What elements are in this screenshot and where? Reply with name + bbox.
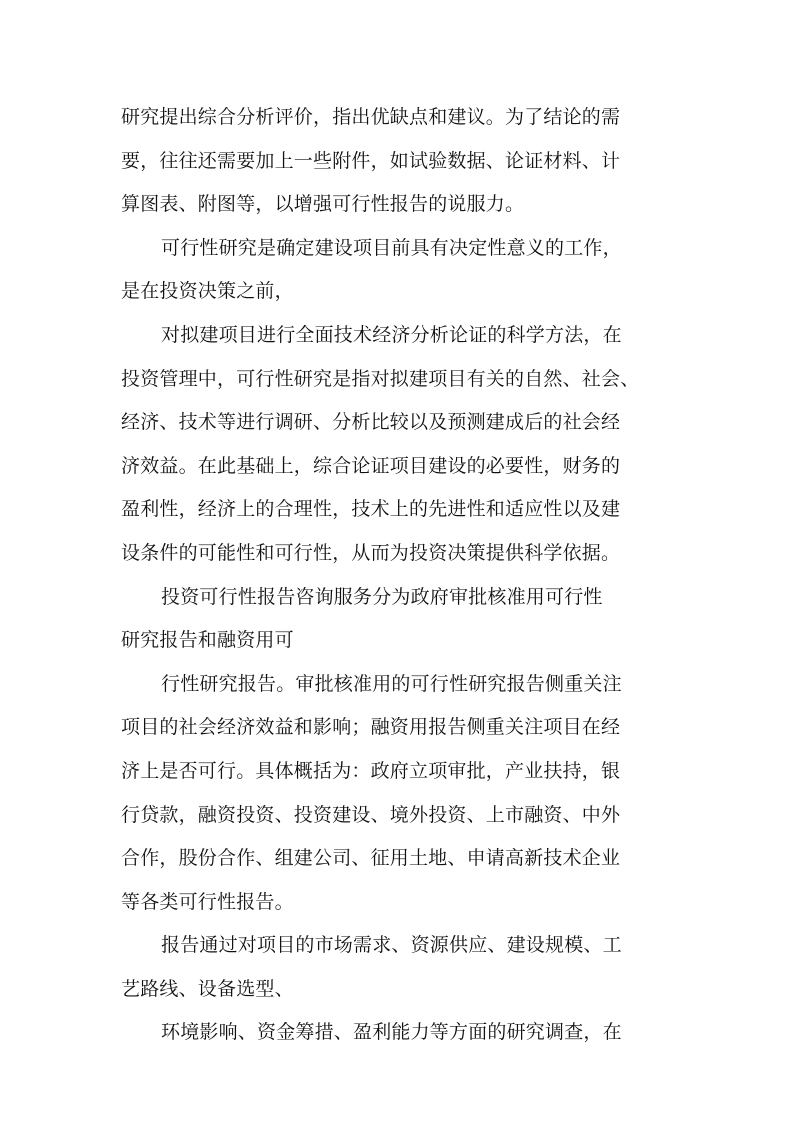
text-line: 济效益。在此基础上，综合论证项目建设的必要性，财务的 xyxy=(121,454,621,477)
text-line: 济上是否可行。具体概括为：政府立项审批，产业扶持，银 xyxy=(121,759,621,782)
paragraph-first-line: 对拟建项目进行全面技术经济分析论证的科学方法，在 xyxy=(161,323,622,346)
text-line: 行贷款，融资投资、投资建设、境外投资、上市融资、中外 xyxy=(121,803,621,826)
text-line: 项目的社会经济效益和影响；融资用报告侧重关注项目在经 xyxy=(121,716,621,739)
text-line: 经济、技术等进行调研、分析比较以及预测建成后的社会经 xyxy=(121,411,621,434)
text-line: 盈利性，经济上的合理性，技术上的先进性和适应性以及建 xyxy=(121,498,621,521)
paragraph-first-line: 环境影响、资金筹措、盈利能力等方面的研究调查，在 xyxy=(161,1021,622,1044)
text-line: 艺路线、设备选型、 xyxy=(121,977,294,1000)
text-line: 设条件的可能性和可行性，从而为投资决策提供科学依据。 xyxy=(121,541,621,564)
text-line: 投资管理中，可行性研究是指对拟建项目有关的自然、社会、 xyxy=(121,367,640,390)
text-line: 研究报告和融资用可 xyxy=(121,629,294,652)
text-line: 是在投资决策之前， xyxy=(121,280,294,303)
text-line: 要，往往还需要加上一些附件，如试验数据、论证材料、计 xyxy=(121,149,621,172)
body-text xyxy=(121,96,681,1055)
text-line: 算图表、附图等，以增强可行性报告的说服力。 xyxy=(121,193,525,216)
text-line: 研究提出综合分析评价，指出优缺点和建议。为了结论的需 xyxy=(121,106,621,128)
text-line: 合作，股份合作、组建公司、征用土地、申请高新技术企业 xyxy=(121,847,621,870)
paragraph-first-line: 可行性研究是确定建设项目前具有决定性意义的工作， xyxy=(161,236,622,259)
paragraph-first-line: 行性研究报告。审批核准用的可行性研究报告侧重关注 xyxy=(161,672,622,695)
paragraph-first-line: 投资可行性报告咨询服务分为政府审批核准用可行性 xyxy=(161,585,603,608)
paragraph-first-line: 报告通过对项目的市场需求、资源供应、建设规模、工 xyxy=(161,934,622,957)
text-line: 等各类可行性报告。 xyxy=(121,890,294,913)
